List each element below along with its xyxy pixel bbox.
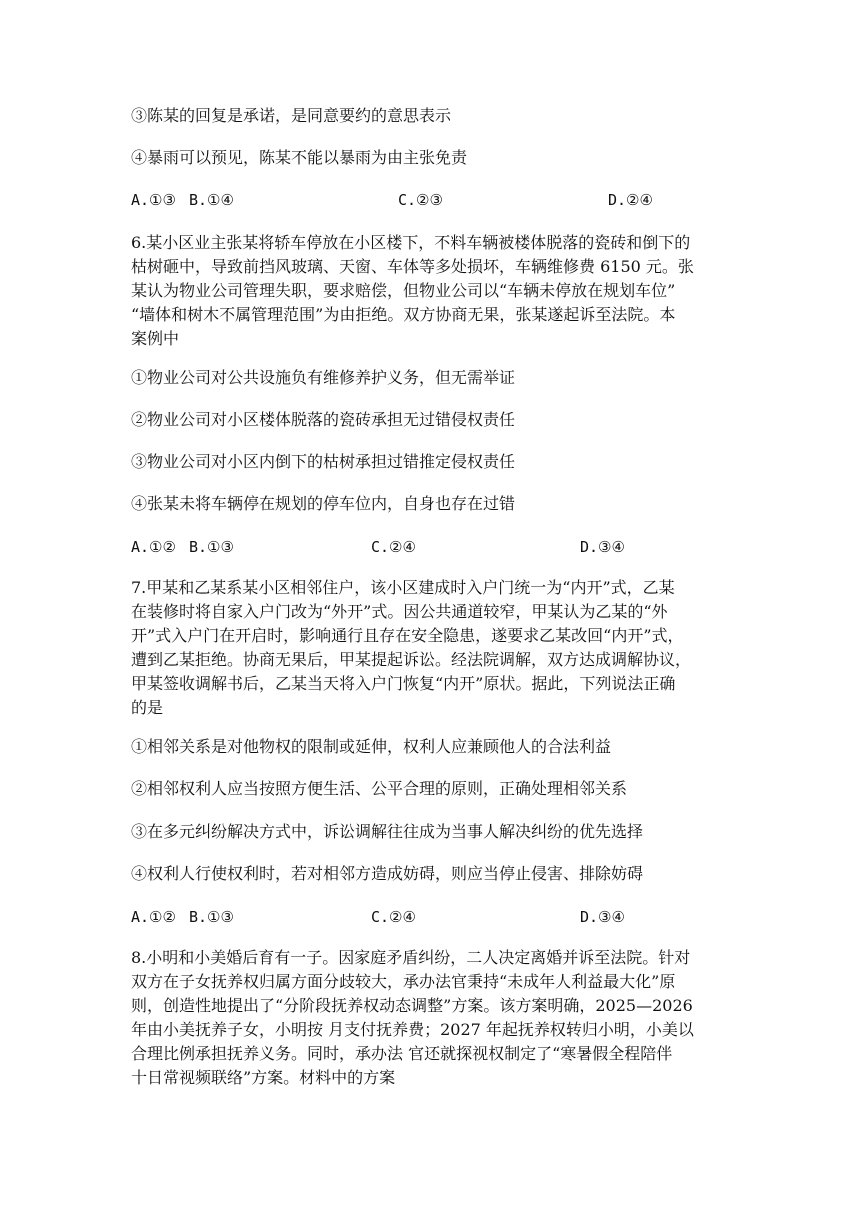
q8-stem-line: 合理比例承担抚养义务。同时，承办法 官还就探视权制定了“寒暑假全程陪伴 — [131, 1044, 673, 1063]
q8-stem-line: 双方在子女抚养权归属方面分歧较大，承办法官秉持“未成年人利益最大化”原 — [131, 972, 676, 991]
q5-item-4: ④暴雨可以预见，陈某不能以暴雨为由主张免责 — [131, 148, 468, 167]
q5-option-b: B.①④ — [189, 191, 234, 209]
q6-item-4: ④张某未将车辆停在规划的停车位内，自身也存在过错 — [131, 494, 516, 513]
q8-stem-line: 8.小明和小美婚后育有一子。因家庭矛盾纠纷，二人决定离婚并诉至法院。针对 — [131, 948, 691, 967]
q6-item-3: ③物业公司对小区内倒下的枯树承担过错推定侵权责任 — [131, 452, 516, 471]
q6-stem-line: “墙体和树木不属管理范围”为由拒绝。双方协商无果，张某遂起诉至法院。本 — [131, 305, 676, 324]
q6-option-b: B.①③ — [189, 538, 234, 556]
q5-option-a: A.①③ — [131, 191, 176, 209]
q7-item-2: ②相邻权利人应当按照方便生活、公平合理的原则，正确处理相邻关系 — [131, 779, 628, 798]
q7-stem-line: 的是 — [131, 698, 164, 717]
q5-option-d: D.②④ — [608, 191, 653, 209]
q7-option-b: B.①③ — [189, 908, 234, 926]
q7-item-3: ③在多元纠纷解决方式中，诉讼调解往往成为当事人解决纠纷的优先选择 — [131, 822, 644, 841]
q6-item-2: ②物业公司对小区楼体脱落的瓷砖承担无过错侵权责任 — [131, 410, 516, 429]
q7-item-4: ④权利人行使权利时，若对相邻方造成妨碍，则应当停止侵害、排除妨碍 — [131, 864, 644, 883]
q6-stem — [131, 231, 731, 351]
q7-option-c: C.②④ — [371, 908, 416, 926]
q6-stem-line: 案例中 — [131, 329, 180, 348]
q7-stem-line: 遭到乙某拒绝。协商无果后，甲某提起诉讼。经法院调解，双方达成调解协议， — [131, 650, 692, 669]
q6-stem-line: 某认为物业公司管理失职，要求赔偿，但物业公司以“车辆未停放在规划车位” — [131, 281, 676, 300]
q8-stem-line: 则，创造性地提出了“分阶段抚养权动态调整”方案。该方案明确，2025—2026 — [131, 996, 693, 1015]
q7-stem-line: 在装修时将自家入户门改为“外开”式。因公共通道较窄，甲某认为乙某的“外 — [131, 602, 668, 621]
q7-stem-line: 开”式入户门在开启时，影响通行且存在安全隐患，遂要求乙某改回“内开”式， — [131, 626, 684, 645]
q6-option-d: D.③④ — [580, 538, 625, 556]
q8-stem-line: 年由小美抚养子女，小明按 月支付抚养费；2027 年起抚养权转归小明，小美以 — [131, 1020, 694, 1039]
q7-option-d: D.③④ — [580, 908, 625, 926]
q7-option-a: A.①② — [131, 908, 176, 926]
q5-item-3: ③陈某的回复是承诺，是同意要约的意思表示 — [131, 106, 452, 125]
q7-item-1: ①相邻关系是对他物权的限制或延伸，权利人应兼顾他人的合法利益 — [131, 737, 612, 756]
q7-stem — [131, 576, 731, 720]
q7-stem-line: 甲某签收调解书后，乙某当天将入户门恢复“内开”原状。据此，下列说法正确 — [131, 674, 676, 693]
q6-option-a: A.①② — [131, 538, 176, 556]
q7-stem-line: 7.甲某和乙某系某小区相邻住户，该小区建成时入户门统一为“内开”式，乙某 — [131, 578, 675, 597]
q6-stem-line: 枯树砸中，导致前挡风玻璃、天窗、车体等多处损坏，车辆维修费 6150 元。张 — [131, 257, 694, 276]
q5-option-c: C.②③ — [398, 191, 443, 209]
q6-item-1: ①物业公司对公共设施负有维修养护义务，但无需举证 — [131, 368, 516, 387]
q8-stem — [131, 946, 731, 1090]
q6-stem-line: 6.某小区业主张某将轿车停放在小区楼下，不料车辆被楼体脱落的瓷砖和倒下的 — [131, 233, 691, 252]
q8-stem-line: 十日常视频联络”方案。材料中的方案 — [131, 1068, 396, 1087]
q6-option-c: C.②④ — [371, 538, 416, 556]
